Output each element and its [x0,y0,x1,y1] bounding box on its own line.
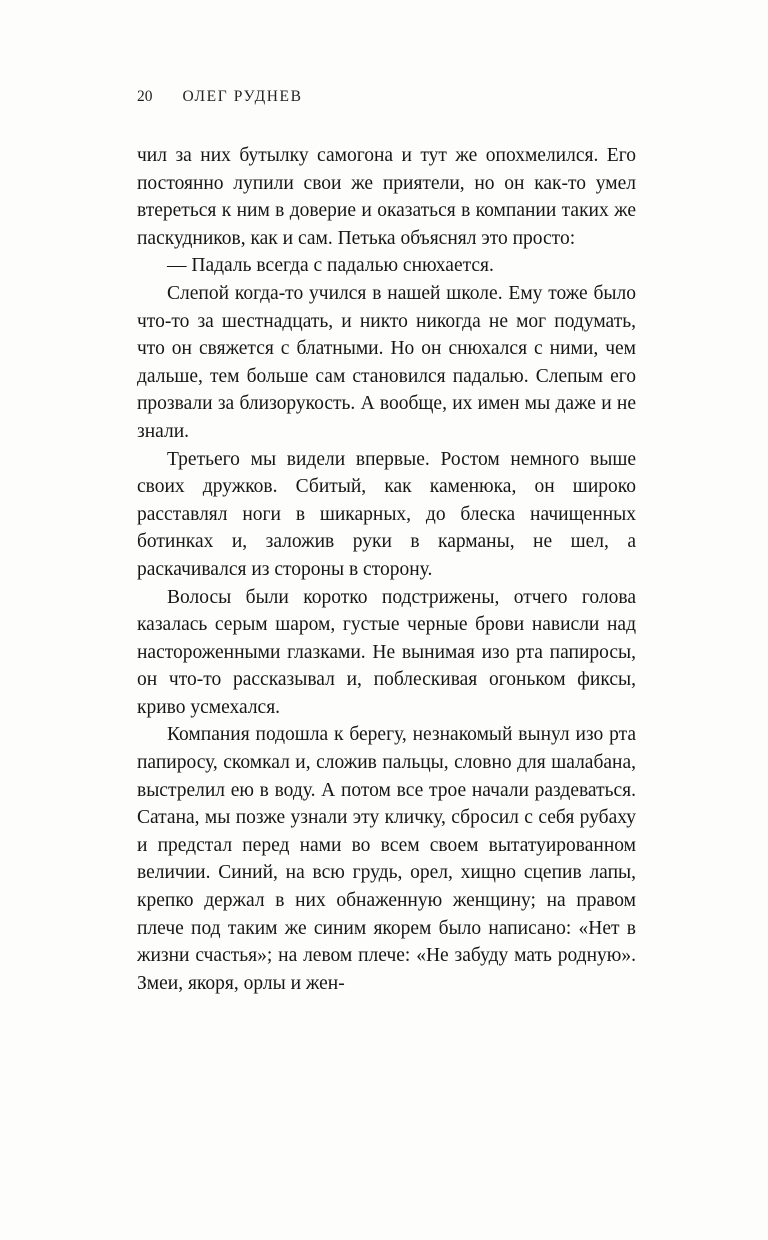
paragraph: Компания подошла к берегу, незнакомый вынул изо рта папиросу, скомкал и, сложив пальцы, словно для шалабана, выстрелил ею в воду. А потом все трое начали раздеваться. Сатана, мы позже узнали эту кличку, сбросил с себя рубаху и предстал перед нами во всем своем вытатуированном величии. Синий, на всю грудь, орел, хищно сцепив лапы, крепко держал в них обнаженную женщину; на правом плече под таким же синим якорем было написано: «Нет в жизни счастья»; на левом плече: «Не забуду мать родную». Змеи, якоря, орлы и жен- [137,724,636,994]
running-header-author: ОЛЕГ РУДНЕВ [182,88,303,105]
paragraph: Слепой когда-то учился в нашей школе. Ему тоже было что-то за шестнадцать, и никто никогда не мог подумать, что он свяжется с блатными. Но он снюхался с ними, чем дальше, тем больше сам становился падалью. Слепым его прозвали за близорукость. А вообще, их имен мы даже и не знали. [137,282,636,442]
paragraph-dialogue: — Падаль всегда с падалью снюхается. [167,255,494,277]
paragraph-continuation: чил за них бутылку самогона и тут же опохмелился. Его постоянно лупили свои же приятели, но он как-то умел втереться к ним в доверие и оказаться в компании таких же паскудников, как и сам. Петька объяснял это просто: [137,145,636,249]
running-header [137,88,635,106]
text-block [137,142,636,997]
paragraph: Третьего мы видели впервые. Ростом немного выше своих дружков. Сбитый, как каменюка, он широко расставлял ноги в шикарных, до блеска начищенных ботинках и, заложив руки в карманы, не шел, а раскачивался из стороны в сторону. [137,448,636,580]
page-number: 20 [137,88,153,105]
paragraph: Волосы были коротко подстрижены, отчего голова казалась серым шаром, густые черные брови нависли над настороженными глазками. Не вынимая изо рта папиросы, он что-то рассказывал и, поблескивая огоньком фиксы, криво усмехался. [137,586,636,718]
